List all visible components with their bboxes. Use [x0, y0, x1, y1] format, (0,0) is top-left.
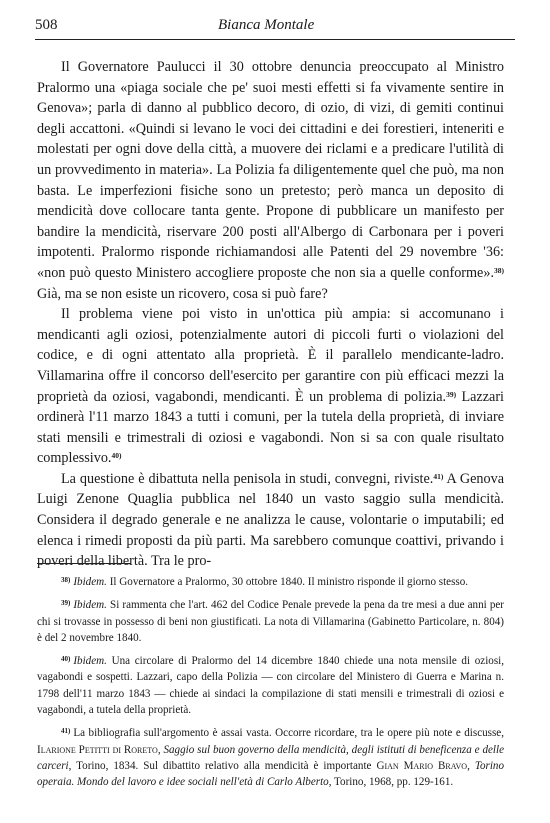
footnote-text: Una circolare di Pralormo del 14 dicembre 1840 chiede una nota mensile di oziosi, vagabondi e sospetti. Lazzari, capo della Polizia — con circolare del Ministero di Guerra e Marina n. 1798 dell'11 marzo 1843 — chiede ai sindaci la compilazione di stati mensili e trimestrali di oziosi e vagabondi, a tutela della proprietà. — [37, 655, 504, 717]
page-header — [35, 8, 515, 38]
footnote-38 — [37, 572, 504, 590]
footnote-ref-40[interactable]: 40) — [111, 451, 122, 461]
footnote-text: , Torino, 1968, pp. 129-161. — [328, 776, 454, 789]
footnote-text: , Torino, 1834. Sul dibattito relativo alla mendicità è importante — [68, 759, 377, 772]
footnote-number: 40) — [61, 655, 71, 664]
footnote-number: 39) — [61, 599, 71, 608]
footnote-text: Si rammenta che l'art. 462 del Codice Penale prevede la pena da tre mesi a due anni per chi si trovasse in possesso di beni non giustificati. La nota di Villamarina (Gabinetto Particolare, n. 804) è del 2 novembre 1840. — [37, 599, 504, 644]
footnote-40 — [37, 651, 504, 718]
footnote-ibidem: Ibidem. — [73, 599, 107, 612]
body-text — [37, 57, 504, 572]
cited-author: Gian Mario Bravo — [376, 759, 468, 772]
page-number: 508 — [35, 17, 58, 33]
footnote-text: , — [157, 743, 164, 756]
footnote-ref-41[interactable]: 41) — [433, 471, 444, 481]
paragraph-2 — [37, 304, 504, 469]
footnote-number: 38) — [61, 576, 71, 584]
header-rule — [35, 39, 515, 40]
cited-author: Ilarione Petitti di Roreto — [37, 743, 158, 756]
footnote-ref-38[interactable]: 38) — [494, 265, 504, 275]
footnotes — [37, 572, 504, 796]
footnote-41 — [37, 723, 504, 790]
footnote-number: 41) — [61, 727, 71, 736]
footnote-ibidem: Ibidem. — [73, 576, 107, 588]
paragraph-1-text: Il Governatore Paulucci il 30 ottobre denuncia preoccupato al Ministro Pralormo una «piaga sociale che pe' suoi mesti effetti si fa vivamente sentire in Genova»; parla di danno al pubblico decoro, di ozio, di vizi, di gemiti continui degli accattoni. «Quindi si levano le voci dei cittadini e dei forestieri, inteneriti e molestati per ogni dove della città, a muovere dei riclami e a predicare l'utilità di un provvedimento in materia». La Polizia fa diligentemente quel che può, ma non basta. Le imperfezioni fisiche sono un pretesto; però manca un deposito di mendicità dove collocare tanta gente. Propone di pubblicare un manifesto per bandire la mendicità, riservare 200 posti all'Albergo di Carbonara per i poveri impotenti. Pralormo risponde richiamandosi alle Patenti del 29 novembre '36: «non può questo Ministero accogliere proposte che non sia a quelle conforme». — [37, 59, 504, 281]
paragraph-3-text-end: A Genova Luigi Zenone Quaglia pubblica nel 1840 un vasto saggio sulla mendicità. Considera il degrado generale e ne analizza le cause, volontarie o imputabili; ed elenca i rimedi proposti da più parti. Ma sarebbero comunque coattivi, privando i poveri della libertà. Tra le pro- — [37, 470, 504, 570]
paragraph-1-text-end: Già, ma se non esiste un ricovero, cosa si può fare? — [37, 285, 328, 302]
footnote-ref-39[interactable]: 39) — [446, 389, 457, 399]
footnote-text: La bibliografia sull'argomento è assai vasta. Occorre ricordare, tra le opere più note e discusse, — [73, 727, 504, 740]
footnote-text: Il Governatore a Pralormo, 30 ottobre 1840. Il ministro risponde il giorno stesso. — [106, 576, 469, 588]
paragraph-2-text-end: Lazzari ordinerà l'11 marzo 1843 a tutti i comuni, per la tutela della proprietà, di inviare stati mensili e trimestrali di oziosi e vagabondi. Non si sa con quale risultato complessivo. — [37, 388, 504, 467]
running-head: Bianca Montale — [218, 17, 315, 33]
paragraph-3-text: La questione è dibattuta nella penisola in studi, convegni, riviste. — [61, 470, 434, 487]
paragraph-2-text: Il problema viene poi visto in un'ottica più ampia: si accomunano i mendicanti agli oziosi, potenzialmente autori di piccoli furti o violazioni del codice, e di ogni attentato alla proprietà. È il parallelo mendicante-ladro. Villamarina offre il concorso dell'esercito per garantire con più efficaci mezzi la proprietà da oziosi, vagabondi, mendicanti. È un problema di polizia. — [37, 306, 504, 405]
footnote-39 — [37, 595, 504, 646]
cited-title: Torino operaia. Mondo del lavoro e idee sociali nell'età di Carlo Alberto — [37, 759, 505, 789]
footnote-text: , — [467, 759, 475, 772]
footnote-ibidem: Ibidem. — [73, 655, 107, 668]
cited-title: Saggio sul buon governo della mendicità, degli istituti di beneficenza e delle carceri — [37, 743, 505, 772]
paragraph-3 — [37, 469, 504, 572]
footnote-separator — [37, 563, 131, 564]
paragraph-1 — [37, 57, 504, 304]
